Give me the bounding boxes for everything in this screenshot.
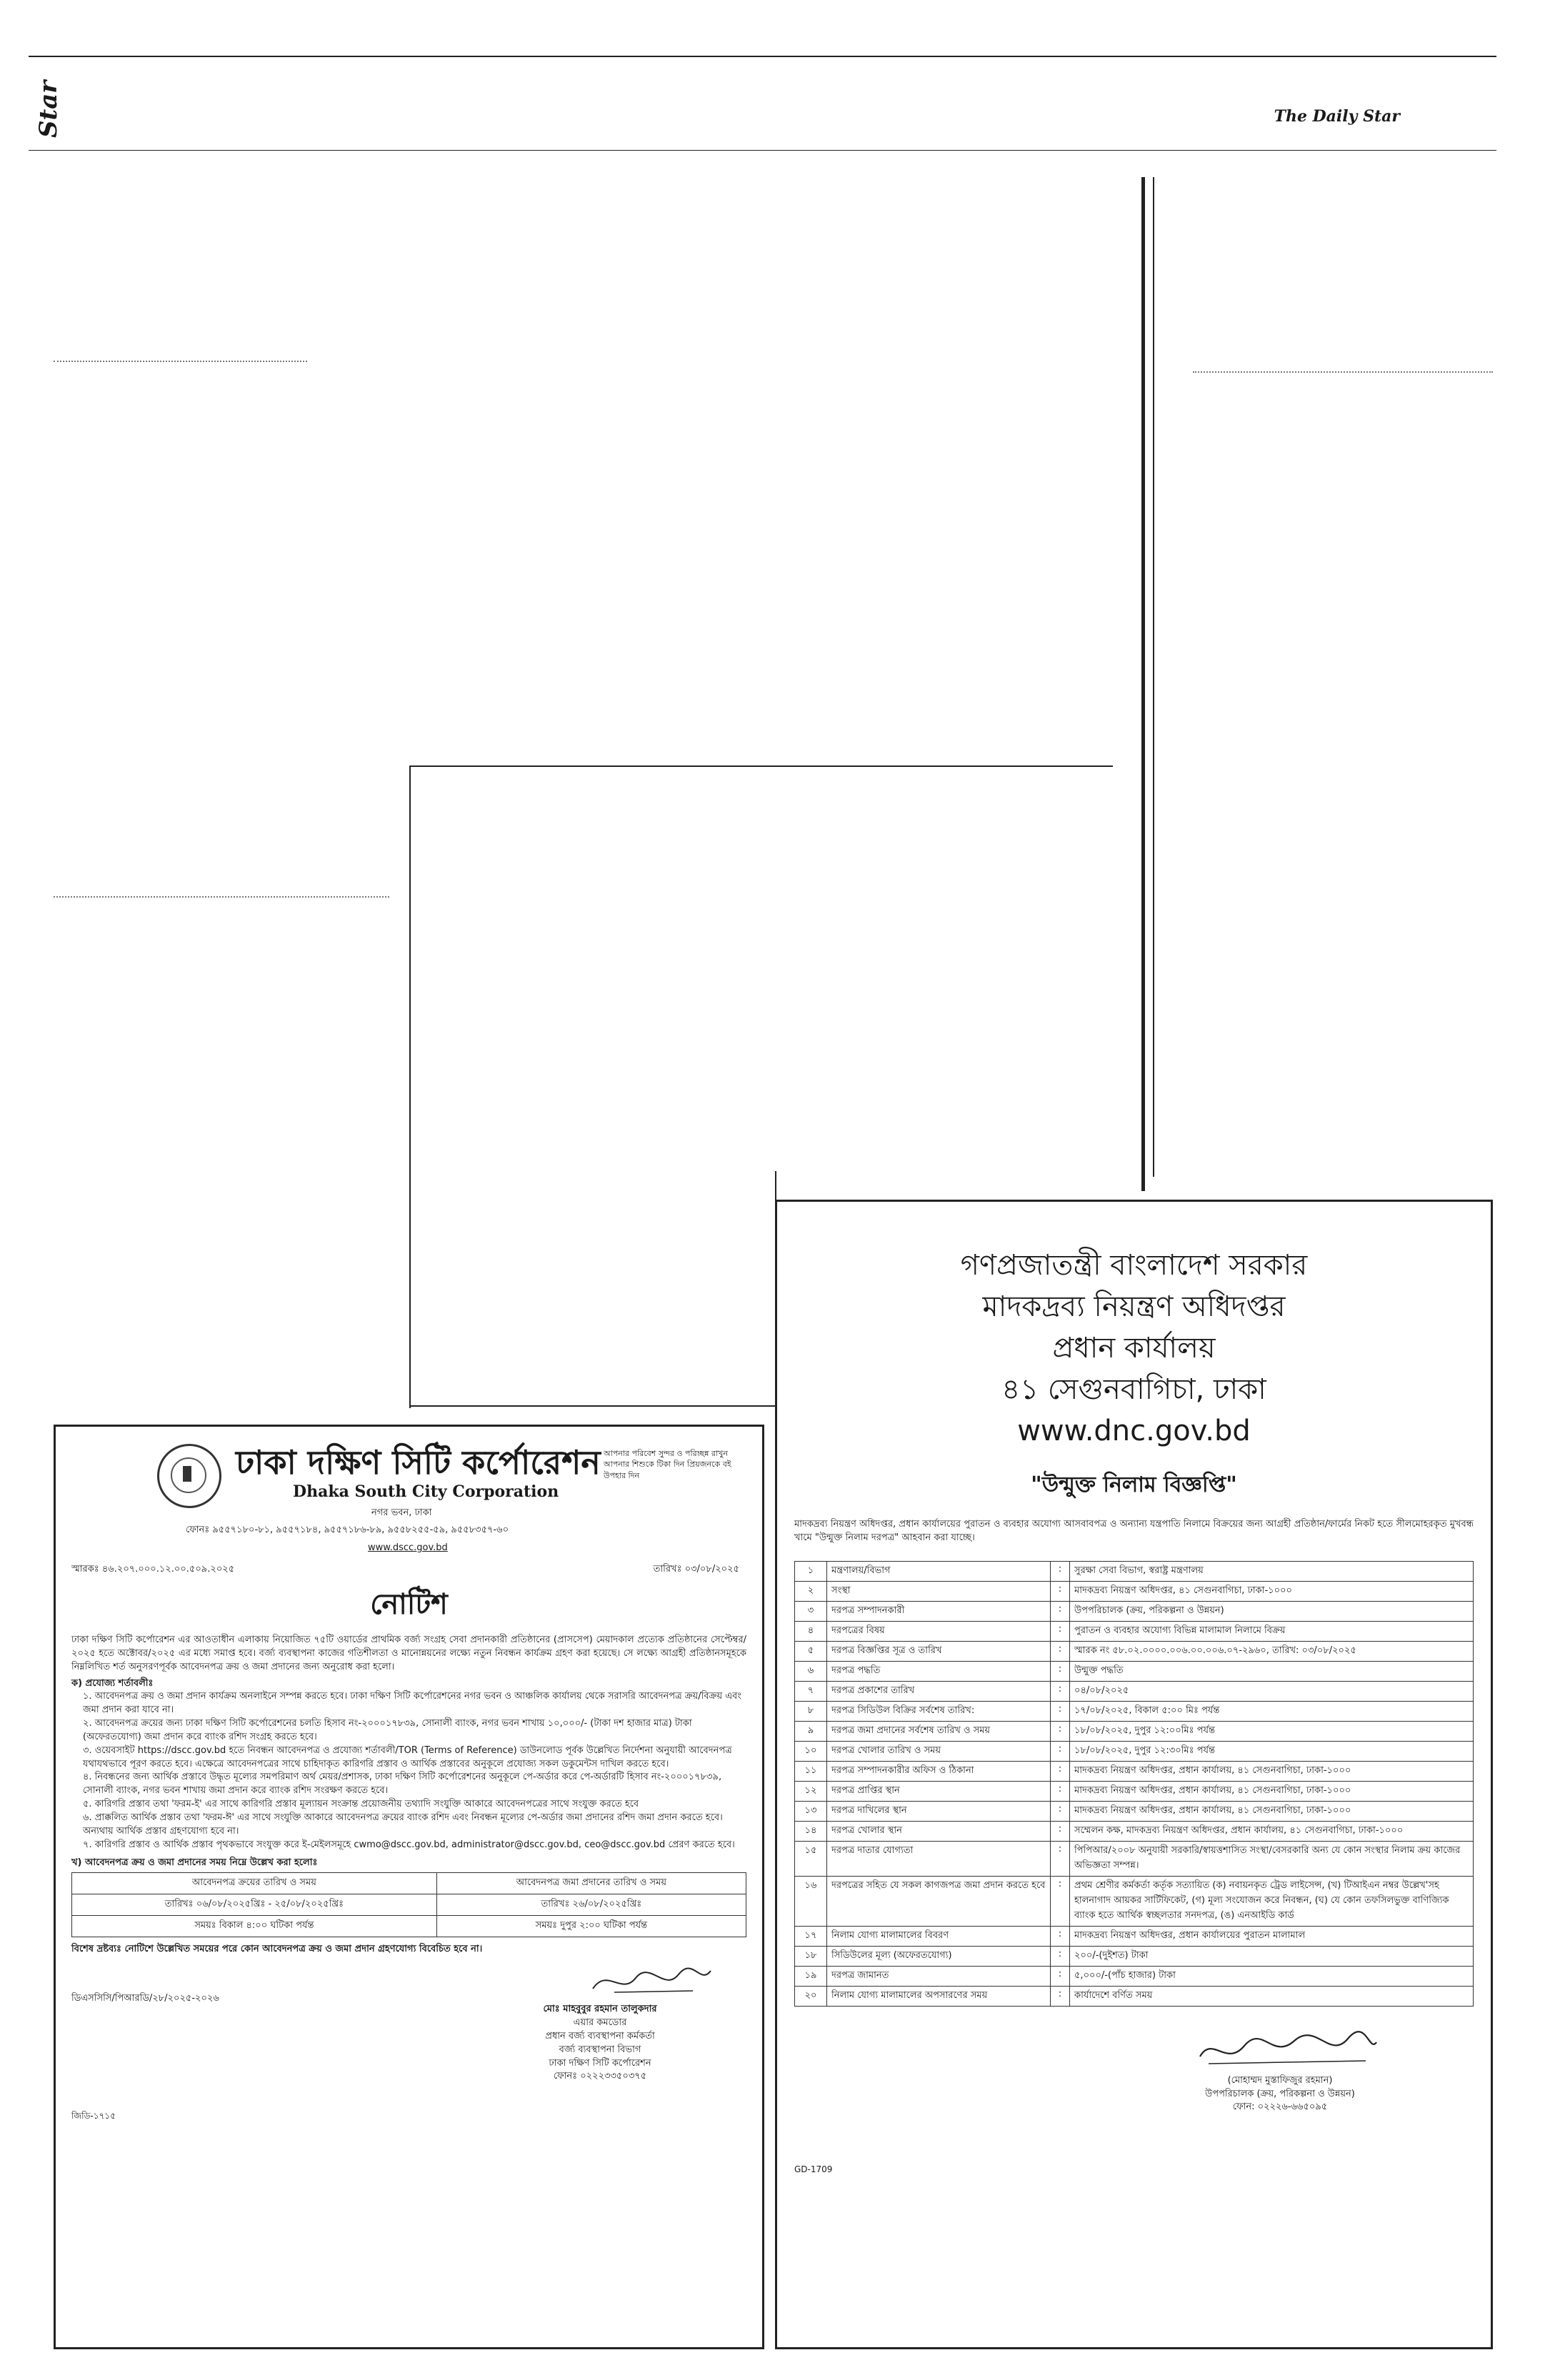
row-number: ৭ (795, 1681, 827, 1701)
signatory-phone: ফোনঃ ০২২২৩৩৫০৩৭৫ (553, 2071, 647, 2082)
row-value: সম্মেলন কক্ষ, মাদকদ্রব্য নিয়ন্ত্রণ অধিদপ্তর, প্রধান কার্যালয়, ৪১ সেগুনবাগিচা, ঢাকা-১০০০ (1070, 1821, 1474, 1841)
row-colon: : (1051, 1701, 1070, 1721)
row-colon: : (1051, 1681, 1070, 1701)
dscc-memo: স্মারকঃ ৪৬.২০৭.০০০.১২.০০.৫০৯.২০২৫ (71, 1564, 235, 1575)
table-row (795, 1781, 1474, 1801)
vertical-thin-rule (1153, 177, 1154, 1177)
row-label: দরপত্র দাতার যোগ্যতা (827, 1841, 1051, 1876)
table-row (795, 1561, 1474, 1581)
dnc-signature-icon (1194, 2028, 1380, 2071)
table-row (795, 1926, 1474, 1946)
row-number: ২ (795, 1581, 827, 1601)
dnc-signatory (1094, 2074, 1466, 2115)
signatory-rank: এয়ার কমডোর (573, 2017, 627, 2029)
table-row (795, 1621, 1474, 1641)
signatory-org: ঢাকা দক্ষিণ সিটি কর্পোরেশন (549, 2057, 651, 2069)
schedule-col2-date: তারিখঃ ২৬/০৮/২০২৫খ্রিঃ (436, 1894, 746, 1916)
row-label: দরপত্র জমা প্রদানের সর্বশেষ তারিখ ও সময় (827, 1721, 1051, 1741)
signatory-name: (মোহাম্মদ মুস্তাফিজুর রহমান) (1227, 2074, 1333, 2086)
condition-item: ১. আবেদনপত্র ক্রয় ও জমা প্রদান কার্যক্রম অনলাইনে সম্পন্ন করতে হবে। ঢাকা দক্ষিণ সিটি কর্পোরেশনের নগর ভবন ও আঞ্চলিক কার্যালয় থেকে সরাসরি আবেদনপত্র ক্রয়/বিক্রয় এবং জমা প্রদান করা যাবে না। (83, 1691, 742, 1716)
dnc-table (794, 1561, 1474, 2007)
row-label: দরপত্রের বিষয় (827, 1621, 1051, 1641)
row-colon: : (1051, 1876, 1070, 1926)
table-row (795, 1701, 1474, 1721)
condition-item: ৫. কারিগরি প্রস্তাব তথা 'ফরম-ই' এর সাথে কারিগরি প্রস্তাব মূল্যায়ন সংক্রান্ত প্রয়োজনীয় তথ্যাদি সংযুক্তি আকারে আবেদনপত্রের সাথে সংযুক্ত করতে হবে (83, 1799, 639, 1810)
row-colon: : (1051, 1561, 1070, 1581)
row-label: সংস্থা (827, 1581, 1051, 1601)
dscc-emblem-icon (157, 1444, 221, 1508)
ad-space-top-rule (409, 765, 1113, 767)
row-value: প্রথম শ্রেণীর কর্মকর্তা কর্তৃক সত্যায়িত (ক) নবায়নকৃত ট্রেড লাইসেন্স, (খ) টিআইএন নম্বর উল্লেখ'সহ হালনাগাদ আয়কর সার্টিফিকেট, (গ) মূল্য সংযোজন করে নিবন্ধন, (ঘ) যে কোন তফসিলভুক্ত বাণিজ্যিক ব্যাংক হতে আর্থিক স্বচ্ছলতার সনদপত্র, (ঙ) এনআইডি কার্ড (1070, 1876, 1474, 1926)
row-label: দরপত্র জামানত (827, 1966, 1051, 1986)
table-row (795, 1681, 1474, 1701)
table-row (795, 1946, 1474, 1966)
dscc-signatory (457, 2003, 743, 2084)
dscc-org-en: Dhaka South City Corporation (293, 1482, 559, 1501)
ad-space-left-rule (409, 765, 411, 1408)
dnc-table-body (795, 1561, 1474, 2006)
row-label: দরপত্র পদ্ধতি (827, 1661, 1051, 1681)
condition-item: ২. আবেদনপত্র ক্রয়ের জন্য ঢাকা দক্ষিণ সিটি কর্পোরেশনের চলতি হিসাব নং-২০০০১৭৮৩৯, সোনালী ব্যাংক, নগর ভবন শাখায় ১০,০০০/- (টাকা দশ হাজার মাত্র) টাকা (অফেরতযোগ্য) জমা প্রদান করে ব্যাংক রশিদ সংগ্রহ করতে হবে। (83, 1718, 692, 1742)
condition-item: ৩. ওয়েবসাইট https://dscc.gov.bd হতে নিবন্ধন আবেদনপত্র ও প্রযোজ্য শর্তাবলী/TOR (Terms of Reference) ডাউনলোড পূর্বক উল্লেখিত নির্দেশনা অনুযায়ী আবেদনপত্র যথাযথভাবে পূরণ করতে হবে। এক্ষেত্রে আবেদনপত্রের সাথে চাহিদাকৃত কারিগরি প্রস্তাব ও আর্থিক প্রস্তাবের অনুকূলে প্রযোজ্য সকল ডকুমেন্টস দাখিল করতে হবে। (83, 1744, 732, 1769)
dnc-dept: মাদকদ্রব্য নিয়ন্ত্রণ অধিদপ্তর (982, 1290, 1286, 1323)
dscc-notice (54, 1425, 764, 2349)
column-rule-right-top (1193, 371, 1493, 373)
dscc-ref-code: ডিএসসিসি/পিআরডি/২৮/২০২৫-২০২৬ (71, 1993, 219, 2004)
masthead-title: The Daily Star (1274, 107, 1400, 126)
dscc-intro: ঢাকা দক্ষিণ সিটি কর্পোরেশন এর আওতাধীন এলাকায় নিয়োজিত ৭৫টি ওয়ার্ডের প্রাথমিক বর্জ্য সংগ্রহ সেবা প্রদানকারী প্রতিষ্ঠানের (প্রাসসেপ) মেয়াদকাল প্রত্যেক প্রতিষ্ঠানের সেপ্টেম্বর/২০২৫ হতে অক্টোবর/২০২৫ এর মধ্যে সমাপ্ত হবে। বর্জ্য ব্যবস্থাপনা কাজের গতিশীলতা ও মানোন্নয়নের লক্ষ্যে নতুন নিবন্ধন কার্যক্রম গ্রহণ করা হয়েছে। সে লক্ষ্যে আগ্রহী প্রতিষ্ঠানসমূহকে নিম্নলিখিত শর্ত অনুসরণপূর্বক আবেদনপত্র ক্রয় ও জমা প্রদানের জন্য অনুরোধ করা হলো। (71, 1635, 746, 1672)
row-label: নিলাম যোগ্য মালামালের অপসারণের সময় (827, 1986, 1051, 2006)
row-number: ১৭ (795, 1926, 827, 1946)
row-value: মাদকদ্রব্য নিয়ন্ত্রণ অধিদপ্তর, প্রধান কার্যালয়ের পুরাতন মালামাল (1070, 1926, 1474, 1946)
row-value: উন্মুক্ত পদ্ধতি (1070, 1661, 1474, 1681)
row-number: ৬ (795, 1661, 827, 1681)
table-row (795, 1661, 1474, 1681)
row-value: মাদকদ্রব্য নিয়ন্ত্রণ অধিদপ্তর, প্রধান কার্যালয়, ৪১ সেগুনবাগিচা, ঢাকা-১০০০ (1070, 1781, 1474, 1801)
dnc-gd-code: GD-1709 (794, 2164, 833, 2174)
row-value: ১৮/০৮/২০২৫, দুপুর ১২:৩০মিঃ পর্যন্ত (1070, 1741, 1474, 1761)
dscc-conditions-heading: ক) প্রযোজ্য শর্তাবলীঃ (71, 1677, 154, 1689)
condition-item: ৪. নিবন্ধনের জন্য আর্থিক প্রস্তাবে উদ্ধৃত মূল্যের সমপরিমাণ অর্থ মেয়র/প্রশাসক, ঢাকা দক্ষিণ সিটি কর্পোরেশনের অনুকূলে পে-অর্ডার করে পে-অর্ডারটি হিসাব নং-২০০০১৭৮৩৯, সোনালী ব্যাংক, নগর ভবন শাখায় জমা প্রদান করে ব্যাংক রশিদ সংরক্ষণ করতে হবে। (83, 1772, 722, 1797)
signatory-title: উপপরিচালক (ক্রয়, পরিকল্পনা ও উন্নয়ন) (1205, 2088, 1355, 2099)
table-row (795, 1581, 1474, 1601)
row-number: ১৪ (795, 1821, 827, 1841)
row-colon: : (1051, 1946, 1070, 1966)
row-label: দরপত্র সিডিউল বিক্রির সর্বশেষ তারিখ: (827, 1701, 1051, 1721)
row-colon: : (1051, 1821, 1070, 1841)
dscc-conditions-list (71, 1690, 746, 1852)
row-colon: : (1051, 1581, 1070, 1601)
row-label: দরপত্র খোলার তারিখ ও সময় (827, 1741, 1051, 1761)
row-number: ১৯ (795, 1966, 827, 1986)
row-number: ৯ (795, 1721, 827, 1741)
row-number: ১৩ (795, 1801, 827, 1821)
condition-item: ৭. কারিগরি প্রস্তাব ও আর্থিক প্রস্তাব পৃথকভাবে সংযুক্ত করে ই-মেইলসমূহে cwmo@dscc.gov.bd, administrator@dscc.gov.bd, ceo@dscc.gov.bd প্রেরণ করতে হবে। (83, 1839, 735, 1850)
dscc-special-note: বিশেষ দ্রষ্টব্যঃ নোটিশে উল্লেখিত সময়ের পরে কোন আবেদনপত্র ক্রয় ও জমা প্রদান গ্রহণযোগ্য বিবেচিত হবে না। (71, 1944, 483, 1955)
signatory-title: প্রধান বর্জ্য ব্যবস্থাপনা কর্মকর্তা (545, 2030, 655, 2042)
ad-space-bottom-rule (409, 1405, 777, 1407)
dscc-website-link[interactable]: www.dscc.gov.bd (368, 1542, 448, 1553)
dscc-memo-row (71, 1563, 746, 1580)
signatory-phone: ফোন: ০২২২৬-৬৬৫০৯৫ (1232, 2102, 1328, 2113)
row-value: ৫,০০০/-(পাঁচ হাজার) টাকা (1070, 1966, 1474, 1986)
row-label: দরপত্র খোলার স্থান (827, 1821, 1051, 1841)
row-value: উপপরিচালক (ক্রয়, পরিকল্পনা ও উন্নয়ন) (1070, 1601, 1474, 1621)
table-row (795, 1876, 1474, 1926)
dnc-gov: গণপ্রজাতন্ত্রী বাংলাদেশ সরকার (960, 1249, 1308, 1282)
table-row (795, 1841, 1474, 1876)
row-value: পিপিআর/২০০৮ অনুযায়ী সরকারি/স্বায়ত্তশাসিত সংস্থা/বেসরকারি অন্য যে কোন সংস্থার নিলাম ক্রয় কাজের অভিজ্ঞতা সম্পন্ন। (1070, 1841, 1474, 1876)
row-colon: : (1051, 1966, 1070, 1986)
signatory-name: মোঃ মাহবুবুর রহমান তালুকদার (543, 2004, 657, 2015)
table-row (795, 1966, 1474, 1986)
row-value: মাদকদ্রব্য নিয়ন্ত্রণ অধিদপ্তর, প্রধান কার্যালয়, ৪১ সেগুনবাগিচা, ঢাকা-১০০০ (1070, 1761, 1474, 1781)
row-value: পুরাতন ও ব্যবহার অযোগ্য বিভিন্ন মালামাল নিলামে বিক্রয় (1070, 1621, 1474, 1641)
dscc-date: তারিখঃ ০৩/০৮/২০২৫ (653, 1564, 739, 1575)
row-label: সিডিউলের মূল্য (অফেরতযোগ্য) (827, 1946, 1051, 1966)
condition-item: ৬. প্রাক্কলিত আর্থিক প্রস্তাব তথা 'ফরম-ঈ' এর সাথে সংযুক্তি আকারে আবেদনপত্র ক্রয়ের ব্যাংক রশিদ এবং নিবন্ধন মূল্যের পে-অর্ডার জমা প্রদানের রশিদ জমা প্রদান করতে হবে। অন্যথায় আর্থিক প্রস্তাব গ্রহণযোগ্য হবে না। (83, 1812, 723, 1837)
table-row (795, 1741, 1474, 1761)
row-label: দরপত্র দাখিলের স্থান (827, 1801, 1051, 1821)
row-number: ৫ (795, 1641, 827, 1661)
column-rule-left-mid (54, 896, 389, 898)
row-colon: : (1051, 1781, 1070, 1801)
row-colon: : (1051, 1761, 1070, 1781)
table-row (795, 1721, 1474, 1741)
row-number: ১৬ (795, 1876, 827, 1926)
row-number: ৪ (795, 1621, 827, 1641)
row-number: ২০ (795, 1986, 827, 2006)
table-row (795, 1601, 1474, 1621)
row-colon: : (1051, 1721, 1070, 1741)
row-label: দরপত্র বিজ্ঞপ্তির সূত্র ও তারিখ (827, 1641, 1051, 1661)
row-number: ৮ (795, 1701, 827, 1721)
dscc-schedule-heading: খ) আবেদনপত্র ক্রয় ও জমা প্রদানের সময় নিম্নে উল্লেখ করা হলোঃ (71, 1857, 318, 1868)
top-rule (29, 56, 1496, 57)
table-row (795, 1821, 1474, 1841)
dscc-org-bn: ঢাকা দক্ষিণ সিটি কর্পোরেশন (236, 1443, 601, 1482)
row-number: ১১ (795, 1761, 827, 1781)
masthead-rule (29, 150, 1496, 151)
row-value: ১৭/০৮/২০২৫, বিকাল ৫:০০ মিঃ পর্যন্ত (1070, 1701, 1474, 1721)
row-label: নিলাম যোগ্য মালামালের বিবরণ (827, 1926, 1051, 1946)
row-value: সুরক্ষা সেবা বিভাগ, স্বরাষ্ট্র মন্ত্রণালয় (1070, 1561, 1474, 1581)
row-value: ০৪/০৮/২০২৫ (1070, 1681, 1474, 1701)
schedule-col2-head: আবেদনপত্র জমা প্রদানের তারিখ ও সময় (436, 1873, 746, 1894)
table-row (795, 1986, 1474, 2006)
dnc-header (794, 1245, 1474, 1452)
schedule-col1-time: সময়ঃ বিকাল ৪:০০ ঘটিকা পর্যন্ত (72, 1916, 437, 1937)
row-colon: : (1051, 1621, 1070, 1641)
star-logo: Star (34, 80, 63, 139)
row-number: ১০ (795, 1741, 827, 1761)
dnc-title: "উন্মুক্ত নিলাম বিজ্ঞপ্তি" (1031, 1472, 1237, 1497)
row-number: ১৫ (795, 1841, 827, 1876)
dnc-office: প্রধান কার্যালয় (1052, 1332, 1216, 1365)
dscc-address: নগর ভবন, ঢাকা (371, 1507, 432, 1518)
dnc-address: ৪১ সেগুনবাগিচা, ঢাকা (1001, 1373, 1266, 1406)
dnc-notice (775, 1200, 1493, 2349)
row-label: দরপত্র প্রকাশের তারিখ (827, 1681, 1051, 1701)
dscc-footer (71, 1964, 746, 2135)
dscc-slogan: আপনার পরিবেশ সুন্দর ও পরিচ্ছন্ন রাখুন আপনার শিশুকে টিকা দিন প্রিয়জনকে বই উপহার দিন (604, 1449, 731, 1480)
dscc-signature-icon (586, 1964, 714, 1999)
row-colon: : (1051, 1986, 1070, 2006)
row-colon: : (1051, 1601, 1070, 1621)
dnc-website-link[interactable]: www.dnc.gov.bd (1017, 1415, 1251, 1447)
row-colon: : (1051, 1926, 1070, 1946)
row-value: ১৮/০৮/২০২৫, দুপুর ১২:০০মিঃ পর্যন্ত (1070, 1721, 1474, 1741)
dscc-notice-title: নোটিশ (370, 1588, 448, 1621)
table-row (795, 1801, 1474, 1821)
schedule-col1-date: তারিখঃ ০৬/০৮/২০২৫খ্রিঃ - ২৫/০৮/২০২৫খ্রিঃ (72, 1894, 437, 1916)
row-value: ২০০/-(দুইশত) টাকা (1070, 1946, 1474, 1966)
row-number: ১৮ (795, 1946, 827, 1966)
table-row (795, 1761, 1474, 1781)
row-value: মাদকদ্রব্য নিয়ন্ত্রণ অধিদপ্তর, ৪১ সেগুনবাগিচা, ঢাকা-১০০০ (1070, 1581, 1474, 1601)
row-value: মাদকদ্রব্য নিয়ন্ত্রণ অধিদপ্তর, প্রধান কার্যালয়, ৪১ সেগুনবাগিচা, ঢাকা-১০০০ (1070, 1801, 1474, 1821)
row-number: ১ (795, 1561, 827, 1581)
row-colon: : (1051, 1641, 1070, 1661)
vertical-thick-rule (1141, 177, 1145, 1191)
row-label: দরপত্র প্রাপ্তির স্থান (827, 1781, 1051, 1801)
row-label: দরপত্র সম্পাদনকারী (827, 1601, 1051, 1621)
row-colon: : (1051, 1661, 1070, 1681)
schedule-col1-head: আবেদনপত্র ক্রয়ের তারিখ ও সময় (72, 1873, 437, 1894)
table-row (795, 1641, 1474, 1661)
row-value: স্মারক নং ৫৮.০২.০০০০.০০৬.০০.০০৬.০৭-২৯৬০, তারিখ: ০৩/০৮/২০২৫ (1070, 1641, 1474, 1661)
row-number: ৩ (795, 1601, 827, 1621)
row-number: ১২ (795, 1781, 827, 1801)
signatory-department: বর্জ্য ব্যবস্থাপনা বিভাগ (559, 2044, 641, 2055)
row-value: কার্যাদেশে বর্ণিত সময় (1070, 1986, 1474, 2006)
dscc-schedule-table (71, 1872, 746, 1937)
row-colon: : (1051, 1741, 1070, 1761)
row-colon: : (1051, 1801, 1070, 1821)
row-label: দরপত্রের সহিত যে সকল কাগজপত্র জমা প্রদান করতে হবে (827, 1876, 1051, 1926)
dnc-intro: মাদকদ্রব্য নিয়ন্ত্রণ অধিদপ্তর, প্রধান কার্যালয়ের পুরাতন ও ব্যবহার অযোগ্য আসবাবপত্র ও অন্যান্য যন্ত্রপাতি নিলামে বিক্রয়ের জন্য আগ্রহী প্রতিষ্ঠান/ফার্মের নিকট হতে সীলমোহরকৃত মুখবন্ধ খামে "উন্মুক্ত নিলাম দরপত্র" আহবান করা যাচ্ছে। (794, 1519, 1474, 1543)
dscc-header (71, 1438, 746, 1563)
row-colon: : (1051, 1841, 1070, 1876)
row-label: দরপত্র সম্পাদনকারীর অফিস ও ঠিকানা (827, 1761, 1051, 1781)
schedule-col2-time: সময়ঃ দুপুর ২:০০ ঘটিকা পর্যন্ত (436, 1916, 746, 1937)
dscc-gd-code: জিডি-১৭১৫ (71, 2111, 116, 2122)
dscc-phones: ফোনঃ ৯৫৫৭১৮০-৮১, ৯৫৫৭১৮৪, ৯৫৫৭১৮৬-৮৯, ৯৫৫৮২৫৫-৫৯, ৯৫৫৮৩৫৭-৬০ (186, 1525, 509, 1535)
column-rule-left-top (54, 361, 307, 362)
dnc-footer (794, 2028, 1474, 2185)
row-label: মন্ত্রণালয়/বিভাগ (827, 1561, 1051, 1581)
